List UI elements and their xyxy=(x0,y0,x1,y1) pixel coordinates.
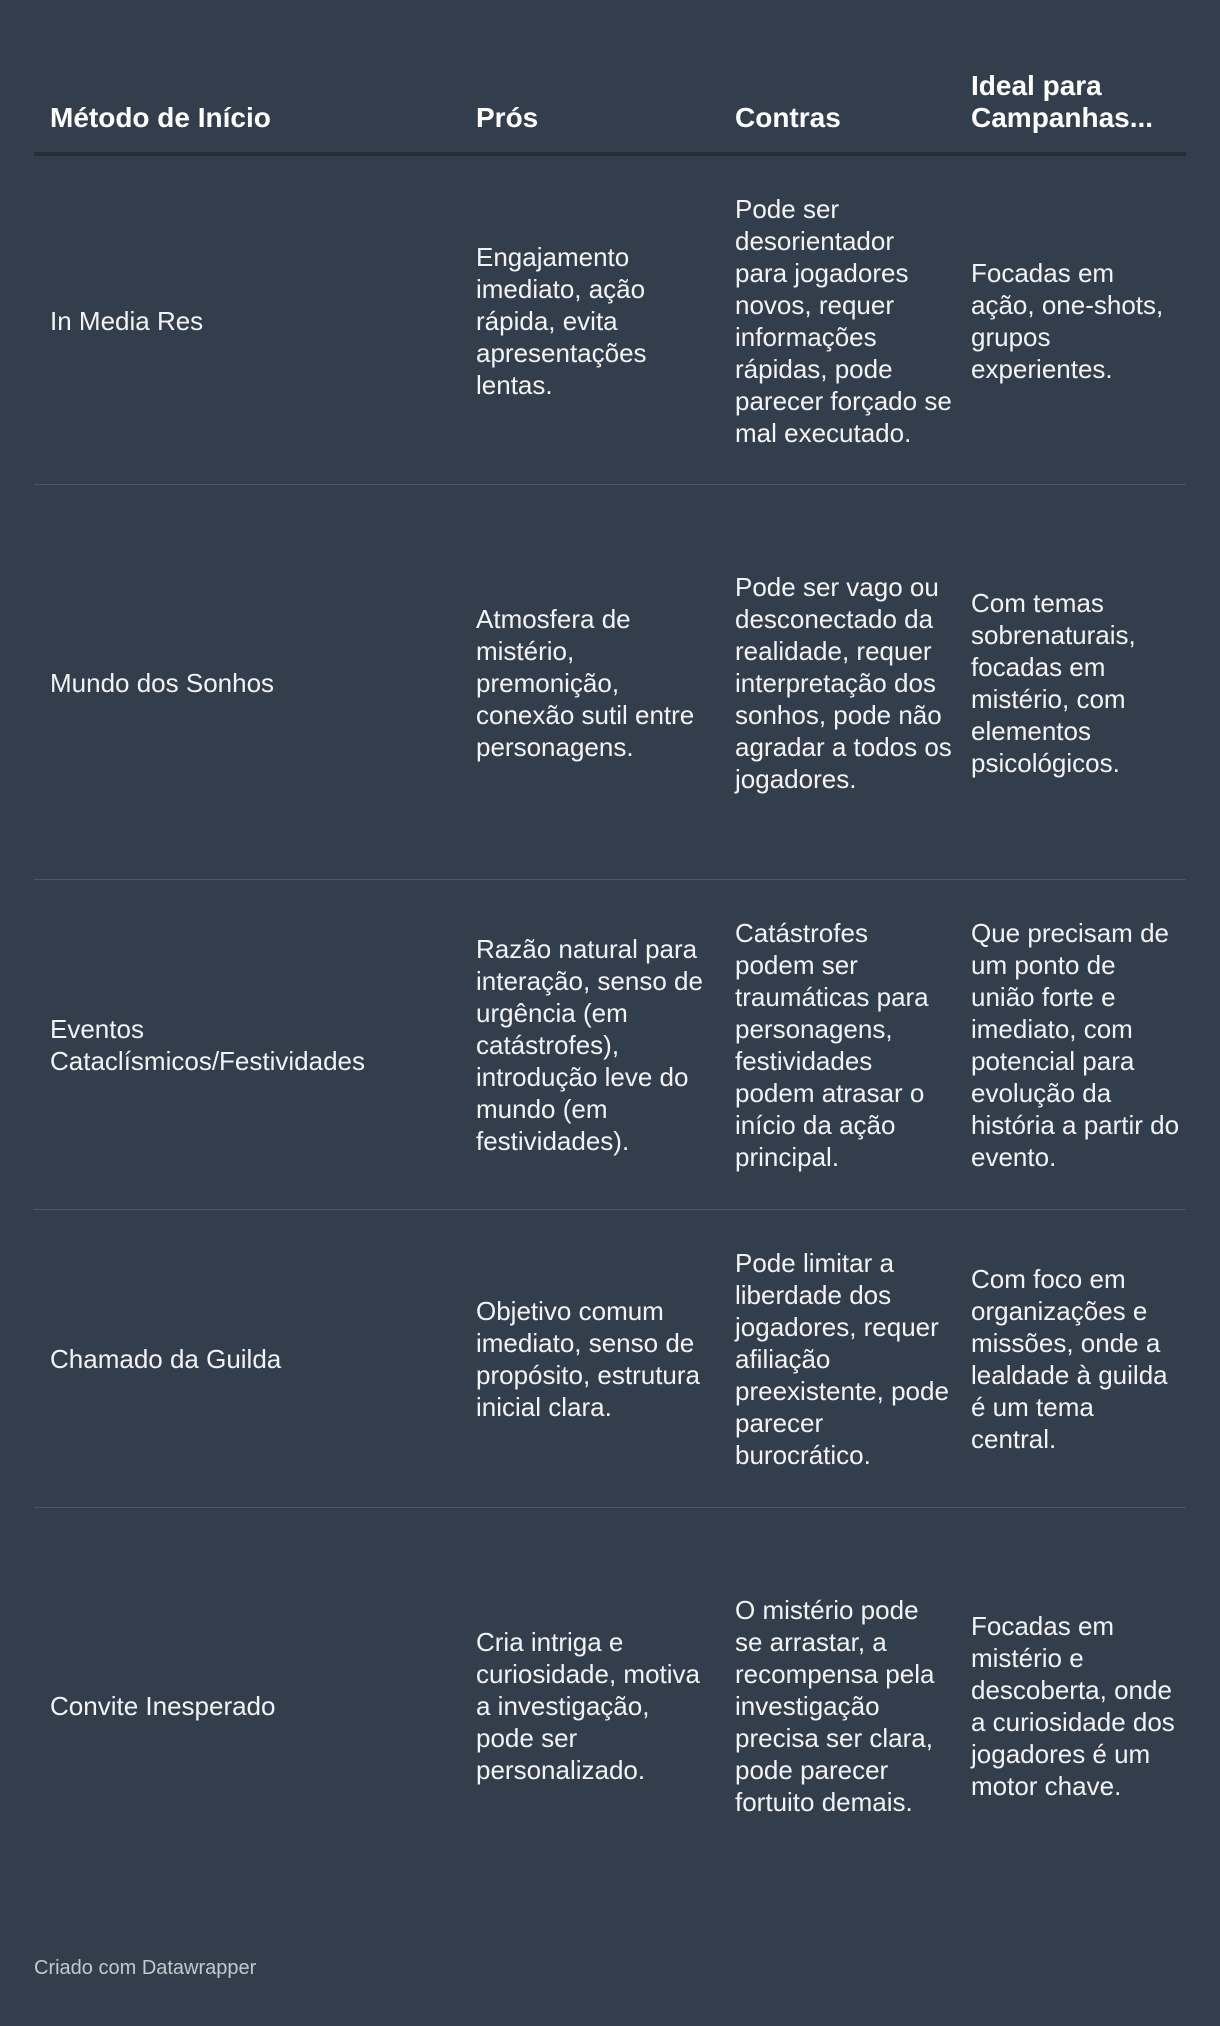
comparison-table xyxy=(34,60,1186,1902)
cell-ideal: Que precisam de um ponto de união forte e imediato, com potencial para evolução da história a partir do evento. xyxy=(969,879,1186,1209)
cell-pros: Objetivo comum imediato, senso de propósito, estrutura inicial clara. xyxy=(460,1209,719,1507)
cell-cons: Pode ser vago ou desconectado da realidade, requer interpretação dos sonhos, pode não agradar a todos os jogadores. xyxy=(719,484,969,879)
header-row xyxy=(34,60,1186,154)
footer-credit[interactable]: Criado com Datawrapper xyxy=(34,1957,257,1979)
table-row xyxy=(34,879,1186,1209)
table-row xyxy=(34,154,1186,484)
header-ideal[interactable]: Ideal para Campanhas... xyxy=(969,60,1186,154)
cell-method: Chamado da Guilda xyxy=(34,1209,460,1507)
header-method[interactable]: Método de Início xyxy=(34,60,460,154)
cell-method: Mundo dos Sonhos xyxy=(34,484,460,879)
cell-ideal: Focadas em mistério e descoberta, onde a curiosidade dos jogadores é um motor chave. xyxy=(971,1610,1175,1801)
cell-cons: Pode limitar a liberdade dos jogadores, requer afiliação preexistente, pode parecer burocrático. xyxy=(719,1209,969,1507)
cell-method: Convite Inesperado xyxy=(50,1690,276,1721)
cell-ideal: Com foco em organizações e missões, onde a lealdade à guilda é um tema central. xyxy=(969,1209,1186,1507)
cell-pros: Engajamento imediato, ação rápida, evita apresentações lentas. xyxy=(460,154,719,484)
cell-pros: Atmosfera de mistério, premonição, conexão sutil entre personagens. xyxy=(460,484,719,879)
header-pros[interactable]: Prós xyxy=(460,60,719,154)
cell-cons: O mistério pode se arrastar, a recompensa pela investigação precisa ser clara, pode parecer fortuito demais. xyxy=(735,1594,935,1817)
cell-method: In Media Res xyxy=(34,154,460,484)
cell-ideal: Focadas em ação, one-shots, grupos experientes. xyxy=(969,154,1186,484)
cell-cons: Pode ser desorientador para jogadores novos, requer informações rápidas, pode parecer forçado se mal executado. xyxy=(719,154,969,484)
cell-method: Eventos Cataclísmicos/Festividades xyxy=(34,879,460,1209)
header-cons[interactable]: Contras xyxy=(719,60,969,154)
comparison-table-container xyxy=(34,60,1186,1902)
cell-ideal: Com temas sobrenaturais, focadas em mistério, com elementos psicológicos. xyxy=(969,484,1186,879)
table-row xyxy=(34,484,1186,879)
table-body xyxy=(34,154,1186,1902)
table-row xyxy=(34,1209,1186,1507)
cell-pros: Cria intriga e curiosidade, motiva a investigação, pode ser personalizado. xyxy=(476,1626,700,1785)
cell-pros: Razão natural para interação, senso de urgência (em catástrofes), introdução leve do mundo (em festividades). xyxy=(460,879,719,1209)
table-header xyxy=(34,60,1186,154)
table-row xyxy=(34,1507,1186,1902)
cell-cons: Catástrofes podem ser traumáticas para personagens, festividades podem atrasar o início da ação principal. xyxy=(719,879,969,1209)
